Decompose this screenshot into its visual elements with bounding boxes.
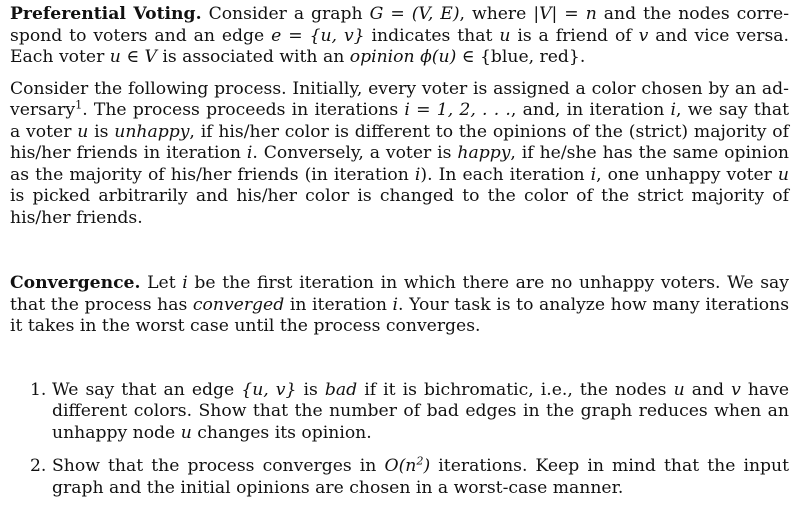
math: |V| = n xyxy=(533,4,597,24)
text: , where xyxy=(459,4,527,24)
list-item xyxy=(10,456,789,499)
exponent: 2 xyxy=(416,454,424,468)
text: is xyxy=(94,121,109,142)
text: and vice versa. Each voter xyxy=(10,25,790,67)
math-part: ) xyxy=(423,456,431,476)
section-title-preferential-voting: Preferential Voting. xyxy=(10,4,202,24)
math: i xyxy=(182,273,188,293)
paragraph-preferential-voting xyxy=(10,4,789,69)
math: i xyxy=(670,100,677,120)
math: i = 1, 2, . . . xyxy=(404,100,511,120)
list-number: 2. xyxy=(30,456,47,476)
text: changes its opinion. xyxy=(197,422,372,443)
emphasis: unhappy xyxy=(114,121,190,142)
math-part: O(n xyxy=(384,456,417,476)
emphasis: happy xyxy=(457,143,511,163)
text: ). In each iteration xyxy=(420,164,585,185)
emphasis: bad xyxy=(324,379,358,400)
math: u xyxy=(180,422,192,443)
text: be the first iteration in which there are no unhappy voters. We say that the process has xyxy=(10,273,789,315)
text: , we say that a voter xyxy=(10,100,790,142)
math: ϕ(u) ∈ xyxy=(420,47,475,67)
text: have different colors. Show that the number of bad edges in the graph reduces when an unhappy node xyxy=(52,379,790,443)
math: i xyxy=(246,143,253,163)
math: v xyxy=(731,379,741,400)
math: {u, v} xyxy=(241,379,297,400)
text: {blue, red}. xyxy=(479,47,586,67)
text: . Your task is to analyze how many iterations it takes in the worst case until the process converges. xyxy=(10,294,790,336)
text: , and, in iteration xyxy=(510,100,665,120)
math: u xyxy=(673,379,685,400)
text: , one unhappy voter xyxy=(596,164,772,185)
footnote-marker: 1 xyxy=(75,98,83,112)
math: u xyxy=(777,164,789,185)
text: Let xyxy=(147,273,176,293)
text: , if he/she has the same opinion as the majority of his/her friends (in iteration xyxy=(10,143,789,185)
math: e = {u, v} xyxy=(271,25,365,46)
text: Show that the process converges in xyxy=(52,456,377,476)
text: Consider the following process. Initially, every voter is assigned a color chosen by an ad-versary xyxy=(10,78,789,120)
text: iterations. Keep in mind that the input graph and the initial opinions are chosen in a worst-case manner. xyxy=(52,456,790,498)
math: u ∈ V xyxy=(109,47,157,67)
emphasis: opinion xyxy=(349,47,415,67)
emphasis: converged xyxy=(192,294,285,315)
math: i xyxy=(392,294,399,315)
text: and the nodes corre-spond to voters and an edge xyxy=(10,4,790,46)
math xyxy=(384,456,430,476)
text: is xyxy=(303,379,318,400)
list-item xyxy=(10,380,789,445)
paragraph-convergence xyxy=(10,273,789,338)
math: i xyxy=(590,164,597,185)
math: u xyxy=(77,121,89,142)
math: G = (V, E) xyxy=(369,4,460,24)
section-title-convergence: Convergence. xyxy=(10,273,141,293)
paragraph-process xyxy=(10,79,789,230)
text: , if his/her color is different to the opinions of the (strict) majority of his/her friends in iteration xyxy=(10,121,789,163)
text: indicates that xyxy=(371,25,493,46)
math: u xyxy=(499,25,511,46)
math: i xyxy=(414,164,421,185)
text: . Conversely, a voter is xyxy=(252,143,452,163)
text: and xyxy=(691,379,725,400)
text: . The process proceeds in iterations xyxy=(82,100,399,120)
list-number: 1. xyxy=(30,379,47,400)
math: v xyxy=(638,25,649,46)
task-list xyxy=(10,380,789,500)
text: is associated with an xyxy=(162,47,345,67)
text: in iteration xyxy=(289,294,387,315)
text: is a friend of xyxy=(517,25,632,46)
text: if it is bichromatic, i.e., the nodes xyxy=(364,379,667,400)
text: We say that an edge xyxy=(52,379,235,400)
text: Consider a graph xyxy=(208,4,363,24)
text: is picked arbitrarily and his/her color is changed to the color of the strict majority of his/her friends. xyxy=(10,186,789,228)
